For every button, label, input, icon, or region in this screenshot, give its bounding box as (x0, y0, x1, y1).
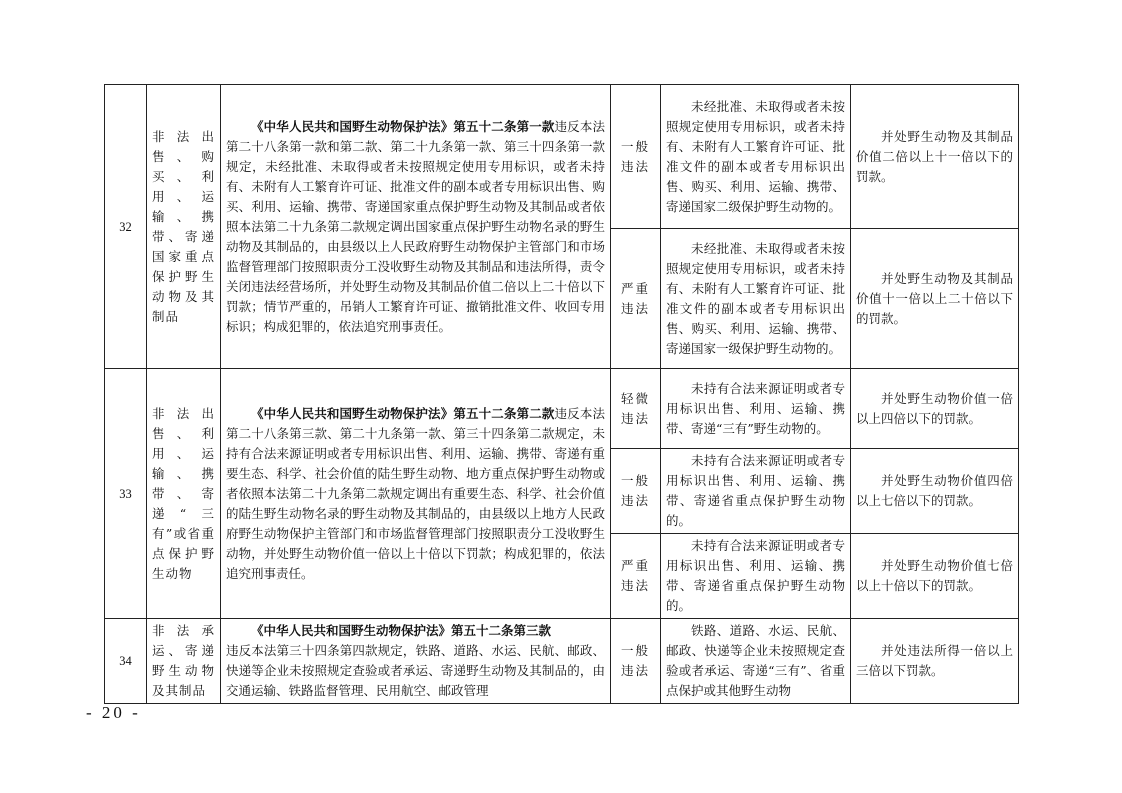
penalty-standard: 并处违法所得一倍以上三倍以下罚款。 (851, 619, 1019, 704)
law-text: 违反本法第二十八条第一款和第二款、第二十九条第一款、第三十四条第一款规定，未经批准、未取得或者未按照规定使用专用标识，或者未持有、未附有人工繁育许可证、批准文件的副本或者专用标识出售、购买、利用、运输、携带、寄递国家重点保护野生动物及其制品或者依照本法第二十九条第二款规定调出国家重点保护野生动物名录的野生动物及其制品的，由县级以上人民政府野生动物保护主管部门和市场监督管理部门按照职责分工没收野生动物及其制品和违法所得，责令关闭违法经营场所，并处野生动物及其制品价值二倍以上二十倍以下罚款；情节严重的，吊销人工繁育许可证、撤销批准文件、收回专用标识；构成犯罪的，依法追究刑事责任。 (226, 118, 605, 334)
violation-level: 轻微违法 (611, 369, 661, 449)
violation-condition: 未持有合法来源证明或者专用标识出售、利用、运输、携带、寄递省重点保护野生动物的。 (661, 534, 851, 619)
row-number: 33 (105, 369, 147, 619)
law-title: 《中华人民共和国野生动物保护法》第五十二条第二款 (251, 405, 555, 421)
penalty-standard: 并处野生动物及其制品价值二倍以上十一倍以下的罚款。 (851, 85, 1019, 229)
law-text: 违反本法第三十四条第四款规定，铁路、道路、水运、民航、邮政、快递等企业未按照规定查验或者承运、寄递野生动物及其制品的，由交通运输、铁路监督管理、民用航空、邮政管理 (226, 643, 605, 698)
penalty-standard: 并处野生动物价值一倍以上四倍以下的罚款。 (851, 369, 1019, 449)
law-title: 《中华人民共和国野生动物保护法》第五十二条第一款 (251, 118, 555, 134)
page-number: - 20 - (86, 703, 141, 722)
violation-item: 非法出售、利用、运输、携带、寄递“三有”或省重点保护野生动物 (147, 369, 221, 619)
penalty-standard-table (104, 84, 1019, 704)
violation-item: 非法承运、寄递野生动物及其制品 (147, 619, 221, 704)
violation-level: 一般违法 (611, 85, 661, 229)
violation-level: 一般违法 (611, 449, 661, 534)
legal-basis (221, 85, 611, 369)
table-row-34 (105, 619, 1019, 704)
table-row-33 (105, 369, 1019, 449)
law-text: 违反本法第二十八条第三款、第二十九条第一款、第三十四条第二款规定，未持有合法来源证明或者专用标识出售、利用、运输、携带、寄递有重要生态、科学、社会价值的陆生野生动物、地方重点保护野生动物或者依照本法第二十九条第二款规定调出有重要生态、科学、社会价值的陆生野生动物名录的野生动物及其制品的，由县级以上地方人民政府野生动物保护主管部门和市场监督管理部门按照职责分工没收野生动物，并处野生动物价值一倍以上十倍以下罚款；构成犯罪的，依法追究刑事责任。 (226, 405, 605, 581)
violation-condition: 铁路、道路、水运、民航、邮政、快递等企业未按照规定查验或者承运、寄递“三有”、省重点保护或其他野生动物 (661, 619, 851, 704)
violation-condition: 未经批准、未取得或者未按照规定使用专用标识，或者未持有、未附有人工繁育许可证、批准文件的副本或者专用标识出售、购买、利用、运输、携带、寄递国家二级保护野生动物的。 (661, 85, 851, 229)
penalty-standard: 并处野生动物价值七倍以上十倍以下的罚款。 (851, 534, 1019, 619)
row-number: 32 (105, 85, 147, 369)
legal-basis (221, 619, 611, 704)
law-title: 《中华人民共和国野生动物保护法》第五十二条第三款 (251, 623, 552, 638)
violation-condition: 未经批准、未取得或者未按照规定使用专用标识，或者未持有、未附有人工繁育许可证、批准文件的副本或者专用标识出售、购买、利用、运输、携带、寄递国家一级保护野生动物的。 (661, 229, 851, 369)
penalty-standard: 并处野生动物及其制品价值十一倍以上二十倍以下的罚款。 (851, 229, 1019, 369)
violation-item: 非法出售、购买、利用、运输、携带、寄递国家重点保护野生动物及其制品 (147, 85, 221, 369)
table-row-32 (105, 85, 1019, 229)
violation-level: 一般违法 (611, 619, 661, 704)
violation-condition: 未持有合法来源证明或者专用标识出售、利用、运输、携带、寄递省重点保护野生动物的。 (661, 449, 851, 534)
violation-level: 严重违法 (611, 534, 661, 619)
legal-basis (221, 369, 611, 619)
violation-level: 严重违法 (611, 229, 661, 369)
penalty-standard: 并处野生动物价值四倍以上七倍以下的罚款。 (851, 449, 1019, 534)
row-number: 34 (105, 619, 147, 704)
violation-condition: 未持有合法来源证明或者专用标识出售、利用、运输、携带、寄递“三有”野生动物的。 (661, 369, 851, 449)
